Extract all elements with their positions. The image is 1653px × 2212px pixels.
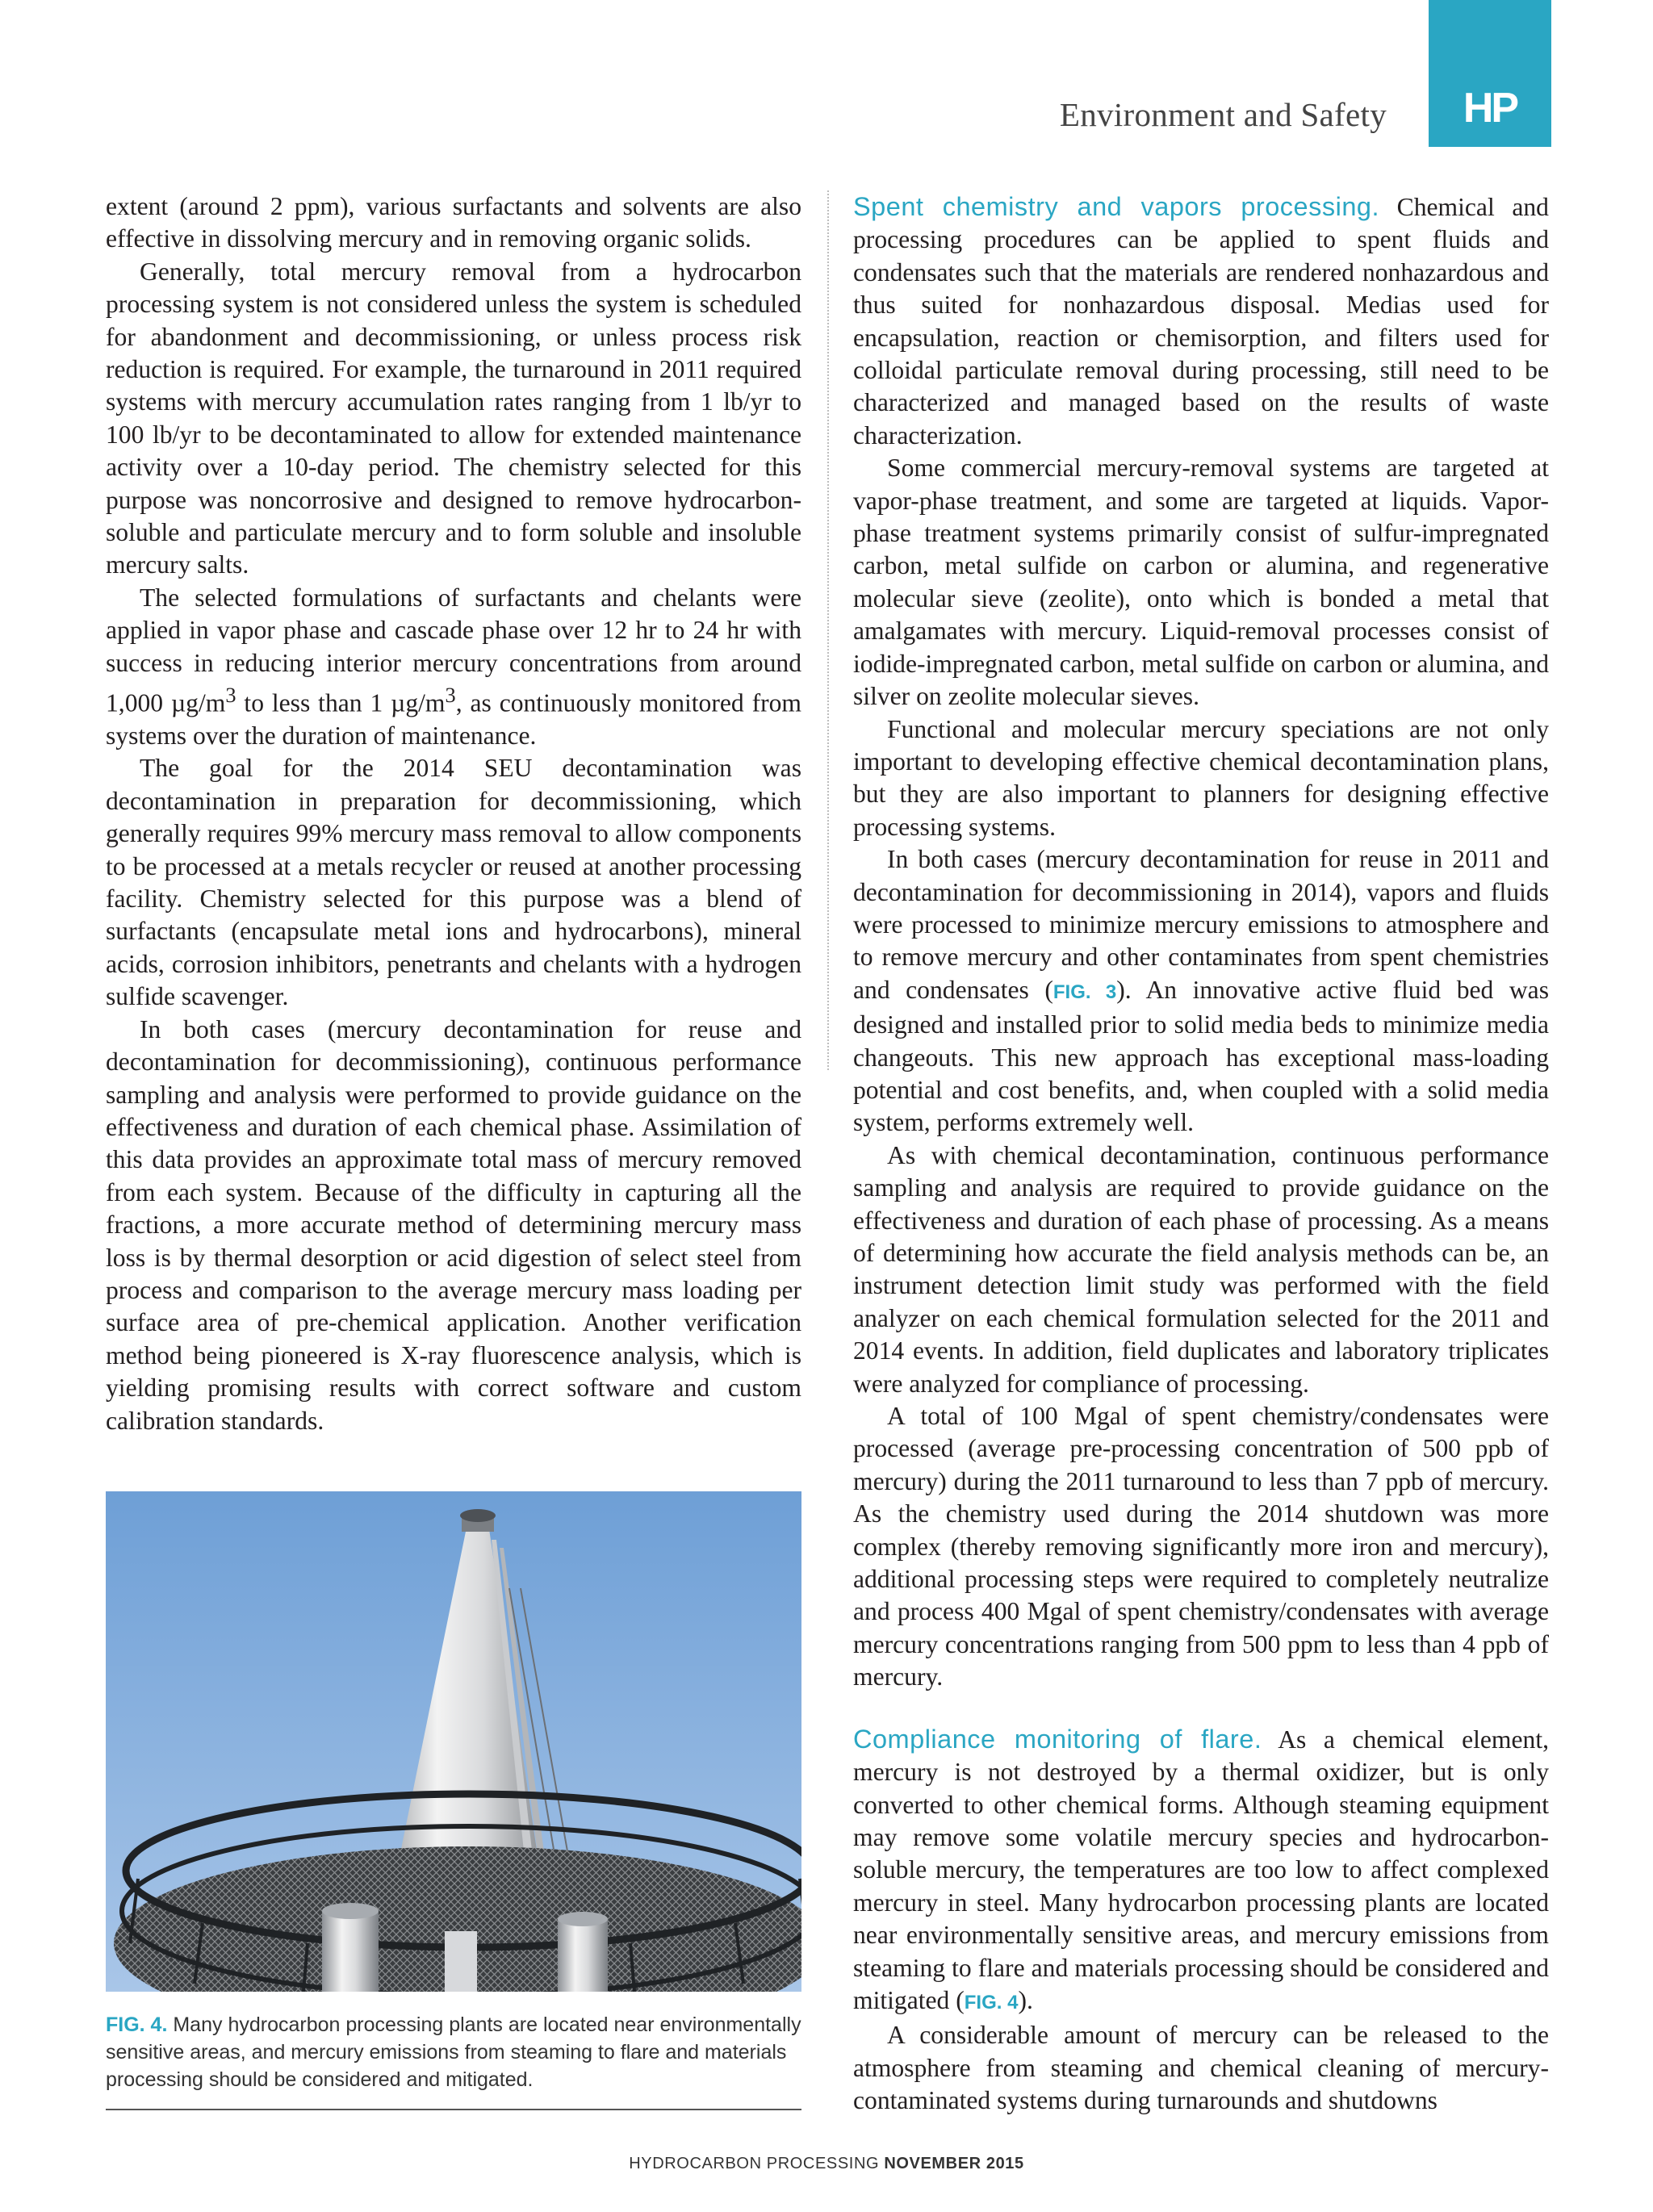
- paragraph: A considerable amount of mercury can be released to the atmosphere from steaming and chemical cleaning of mercury-contaminated systems during turnarounds and shutdowns: [853, 2021, 1549, 2115]
- paragraph: Some commercial mercury-removal systems are targeted at vapor-phase treatment, and some are targeted at liquids. Vapor-phase treatment systems primarily consist of sulfur-impregnated carbon, metal sulfide on carbon or alumina, and regenerative molecular sieve (zeolite), onto which is bonded a metal that amalgamates with mercury. Liquid-removal processes consist of iodide-impregnated carbon, metal sulfide on carbon or alumina, and silver on zeolite molecular sieves.: [853, 454, 1549, 711]
- caption-rule: [106, 2109, 801, 2110]
- paragraph: Spent chemistry and vapors processing. Chemical and processing procedures can be applied to spent fluids and condensates such that the materials are rendered nonhazardous and thus suited for nonhazardous disposal. Medias used for encapsulation, reaction or chemisorption, and filters used for colloidal particulate removal during processing, still need to be characterized and managed based on the results of waste characterization.: [853, 192, 1549, 450]
- column-divider: [827, 190, 829, 1070]
- section-heading-compliance: Compliance monitoring of flare.: [853, 1724, 1262, 1754]
- fig-3-reference[interactable]: FIG. 3: [1052, 981, 1117, 1003]
- paragraph: The selected formulations of surfactants and chelants were applied in vapor phase and cascade phase over 12 hr to 24 hr with success in reducing interior mercury concentrations from around 1,000 $\mu g/m^3$ to less than 1 $\mu g/m^3$, as continuously monitored from systems over the duration of maintenance.: [106, 583, 801, 751]
- right-column: [853, 190, 1549, 2118]
- page-footer: [0, 2155, 1653, 2173]
- flare-stack-photo: [106, 1491, 801, 1992]
- paragraph: Functional and molecular mercury speciations are not only important to developing effective chemical decontamination plans, but they are also important to planners for designing effective processing systems.: [853, 714, 1549, 841]
- paragraph: A total of 100 Mgal of spent chemistry/condensates were processed (average pre-processing concentration of 500 ppb of mercury) during the 2011 turnaround to less than 7 ppb of mercury. As the chemistry used during the 2014 shutdown was more complex (thereby removing significantly more iron and mercury), additional processing steps were required to completely neutralize and process 400 Mgal of spent chemistry/condensates with average mercury concentrations ranging from 500 ppm to less than 4 ppb of mercury.: [853, 1402, 1549, 1691]
- paragraph: extent (around 2 ppm), various surfactants and solvents are also effective in dissolving mercury and in removing organic solids.: [106, 192, 801, 253]
- paragraph: Compliance monitoring of flare. As a chemical element, mercury is not destroyed by a thermal oxidizer, but is only converted to other chemical forms. Although steaming equipment may remove some volatile mercury species and hydrocarbon-soluble mercury, the temperatures are too low to affect complexed mercury in steel. Many hydrocarbon processing plants are located near environmentally sensitive areas, and mercury emissions from steaming to flare and materials processing should be considered and mitigated (FIG. 4).: [853, 1724, 1550, 2014]
- figure-caption-text: Many hydrocarbon processing plants are located near environmentally sensitive areas, and mercury emissions from steaming to flare and materials processing should be considered and mitigated.: [106, 2013, 801, 2091]
- section-heading-spent-chemistry: Spent chemistry and vapors processing.: [853, 192, 1380, 221]
- issue-date: NOVEMBER 2015: [884, 2155, 1024, 2172]
- paragraph: Generally, total mercury removal from a hydrocarbon processing system is not considered unless the system is scheduled for abandonment and decommissioning, or unless process risk reduction is required. For example, the turnaround in 2011 required systems with mercury accumulation rates ranging from 1 lb/yr to 100 lb/yr to be decontaminated to allow for extended maintenance activity over a 10-day period. The chemistry selected for this purpose was noncorrosive and designed to remove hydrocarbon-soluble and particulate mercury and to form soluble and insoluble mercury salts.: [106, 257, 801, 579]
- paragraph: In both cases (mercury decontamination for reuse in 2011 and decontamination for decommissioning in 2014), vapors and fluids were processed to minimize mercury emissions to atmosphere and to remove mercury and other contaminates from spent chemistries and condensates (FIG. 3). An innovative active fluid bed was designed and installed prior to solid media beds to minimize media changeouts. This new approach has exceptional mass-loading potential and cost benefits, and, when coupled with a solid media system, performs extremely well.: [853, 845, 1549, 1137]
- publication-name: HYDROCARBON PROCESSING: [629, 2155, 880, 2172]
- paragraph: In both cases (mercury decontamination for reuse and decontamination for decommissioning), continuous performance sampling and analysis were performed to provide guidance on the effectiveness and duration of each chemical phase. Assimilation of this data provides an approximate total mass of mercury removed from each system. Because of the difficulty in capturing all the fractions, a more accurate method of determining mercury mass loss is by thermal desorption or acid digestion of select steel from process and comparison to the average mercury mass loading per surface area of pre-chemical application. Another verification method being pioneered is X-ray fluorescence analysis, which is yielding promising results with correct software and custom calibration standards.: [106, 1014, 801, 1435]
- fig-4-reference[interactable]: FIG. 4: [964, 1991, 1019, 2013]
- paragraph: As with chemical decontamination, continuous performance sampling and analysis are required to provide guidance on the effectiveness and duration of each phase of processing. As a means of determining how accurate the field analysis methods can be, an instrument detection limit study was performed with the field analyzer on each chemical formulation selected for the 2011 and 2014 events. In addition, field duplicates and laboratory triplicates were analyzed for compliance of processing.: [853, 1140, 1549, 1398]
- hp-logo: HP: [1429, 0, 1551, 147]
- figure-caption: [106, 2011, 801, 2093]
- paragraph: The goal for the 2014 SEU decontamination was decontamination in preparation for decommissioning, which generally requires 99% mercury mass removal to allow components to be processed at a metals recycler or reused at another processing facility. Chemistry selected for this purpose was a blend of surfactants (encapsulate metal ions and hydrocarbons), mineral acids, corrosion inhibitors, penetrants and chelants with a hydrogen sulfide scavenger.: [106, 754, 801, 1011]
- figure-label: FIG. 4.: [106, 2013, 168, 2036]
- section-header-title: Environment and Safety: [1059, 96, 1387, 133]
- left-column: [106, 190, 801, 1437]
